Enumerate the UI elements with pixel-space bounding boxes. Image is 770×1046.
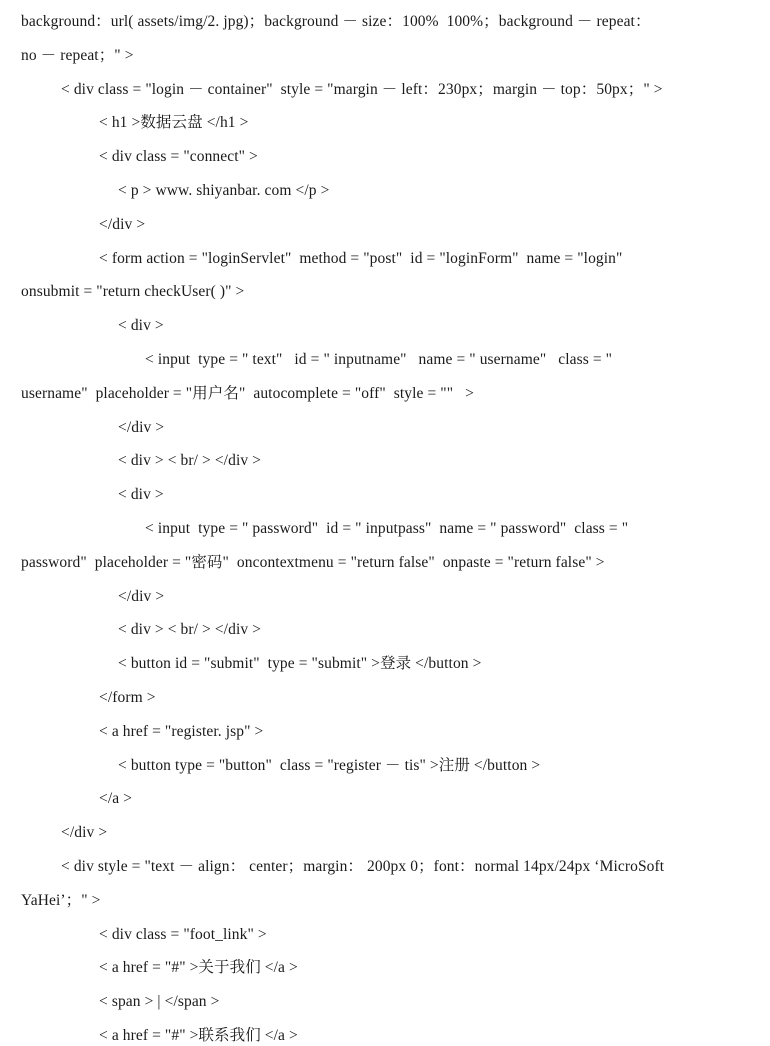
code-line: YaHei’；" > <box>21 891 101 909</box>
code-line: </div > <box>61 824 108 842</box>
code-line: username" placeholder = "用户名" autocomplete = "off" style = "" > <box>21 384 474 402</box>
code-line: < span > | </span > <box>99 993 220 1011</box>
code-line: password" placeholder = "密码" oncontextmenu = "return false" onpaste = "return false" > <box>21 553 605 571</box>
code-line: no － repeat；" > <box>21 46 134 64</box>
code-line: < form action = "loginServlet" method = "post" id = "loginForm" name = "login" <box>99 249 623 267</box>
code-line: </div > <box>118 418 165 436</box>
code-line: </div > <box>99 215 146 233</box>
code-line: </a > <box>99 790 133 808</box>
code-line: < div class = "connect" > <box>99 148 258 166</box>
code-line: < div > <box>118 486 164 504</box>
code-line: < div > < br/ > </div > <box>118 621 262 639</box>
code-line: < div > <box>118 317 164 335</box>
code-line: < button type = "button" class = "register － tis" >注册 </button > <box>118 756 541 774</box>
code-line: </form > <box>99 689 156 706</box>
code-line: < div class = "foot_link" > <box>99 925 267 943</box>
code-line: < input type = " text" id = " inputname" name = " username" class = " <box>145 351 613 368</box>
code-line: < button id = "submit" type = "submit" >登录 </button > <box>118 655 482 673</box>
code-line: < a href = "#" >联系我们 </a > <box>99 1027 298 1044</box>
code-line: < div > < br/ > </div > <box>118 452 262 470</box>
code-line: < h1 >数据云盘 </h1 > <box>99 114 249 132</box>
code-line: background：url( assets/img/2. jpg)；background － size：100% 100%；background － repeat： <box>21 13 651 30</box>
code-line: onsubmit = "return checkUser( )" > <box>21 283 245 301</box>
code-line: < p > www. shiyanbar. com </p > <box>118 182 330 199</box>
code-line: < input type = " password" id = " inputpass" name = " password" class = " <box>145 520 629 537</box>
code-line: < div style = "text － align： center；margin： 200px 0；font：normal 14px/24px ‘MicroSoft <box>61 858 665 875</box>
code-line: < div class = "login － container" style = "margin － left：230px；margin － top：50px；" > <box>61 80 663 98</box>
code-line: </div > <box>118 587 165 605</box>
code-line: < a href = "#" >关于我们 </a > <box>99 959 298 977</box>
code-line: < a href = "register. jsp" > <box>99 722 264 740</box>
